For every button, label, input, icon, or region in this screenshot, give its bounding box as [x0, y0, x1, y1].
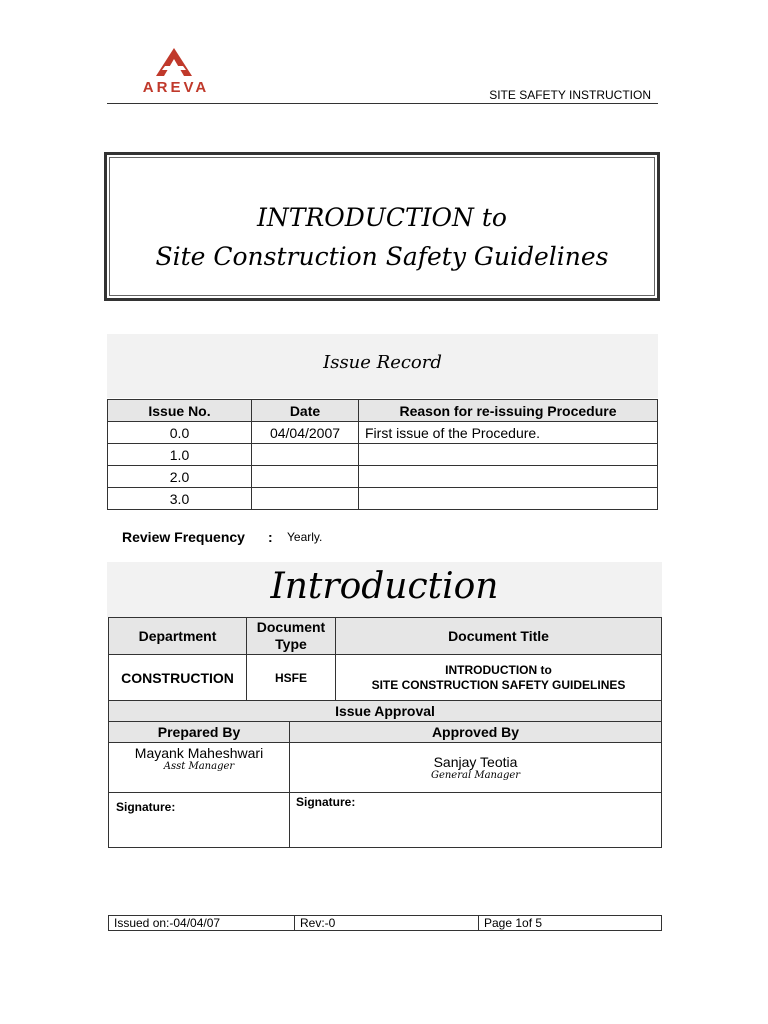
prepared-by-cell — [109, 743, 290, 793]
signature-row — [109, 793, 662, 848]
date-cell — [252, 466, 359, 488]
department-header: Department — [109, 618, 247, 655]
document-title-header: Document Title — [336, 618, 662, 655]
approval-header-row — [109, 722, 662, 743]
approval-names-row — [109, 743, 662, 793]
table-header-row — [108, 400, 658, 422]
approved-by-cell — [290, 743, 662, 793]
document-type-header-line-2: Type — [275, 636, 307, 652]
table-row — [108, 488, 658, 510]
document-info-table — [108, 617, 662, 701]
review-frequency-value: Yearly. — [287, 530, 323, 544]
introduction-band — [107, 562, 662, 617]
table-row — [108, 422, 658, 444]
issue-record-band — [107, 334, 658, 398]
issue-record-table — [107, 399, 658, 510]
issue-no-cell: 3.0 — [108, 488, 252, 510]
document-title-line-1: INTRODUCTION to — [445, 662, 552, 677]
footer-page-number: Page 1of 5 — [479, 916, 662, 931]
review-frequency-label: Review Frequency — [122, 529, 245, 545]
title-line-1: INTRODUCTION to — [257, 203, 507, 232]
document-title-line-2: SITE CONSTRUCTION SAFETY GUIDELINES — [371, 677, 626, 692]
footer-issued-on: Issued on:-04/04/07 — [109, 916, 295, 931]
areva-logo — [124, 46, 224, 98]
date-cell — [252, 444, 359, 466]
issue-no-cell: 2.0 — [108, 466, 252, 488]
approved-signature-label: Signature: — [290, 793, 662, 848]
logo-text: AREVA — [142, 79, 210, 96]
issue-approval-heading: Issue Approval — [109, 701, 662, 722]
introduction-heading: Introduction — [270, 566, 499, 607]
header-title: SITE SAFETY INSTRUCTION — [489, 88, 651, 102]
issue-approval-table — [108, 700, 662, 848]
column-header: Issue No. — [108, 400, 252, 422]
issue-no-cell: 1.0 — [108, 444, 252, 466]
approved-by-header: Approved By — [290, 722, 662, 743]
reason-cell: First issue of the Procedure. — [359, 422, 658, 444]
table-row — [109, 655, 662, 701]
document-title-value — [336, 655, 662, 701]
title-line-2: Site Construction Safety Guidelines — [155, 242, 609, 271]
areva-a-icon — [124, 46, 224, 82]
issue-approval-row — [109, 701, 662, 722]
reason-cell — [359, 444, 658, 466]
date-cell: 04/04/2007 — [252, 422, 359, 444]
prepared-by-header: Prepared By — [109, 722, 290, 743]
approved-by-role: General Manager — [430, 770, 521, 781]
document-type-header-line-1: Document — [256, 619, 326, 635]
page-footer — [108, 915, 662, 931]
table-row — [108, 466, 658, 488]
approved-by-name: Sanjay Teotia — [433, 754, 518, 770]
footer-revision: Rev:-0 — [295, 916, 479, 931]
reason-cell — [359, 488, 658, 510]
column-header: Reason for re-issuing Procedure — [359, 400, 658, 422]
date-cell — [252, 488, 359, 510]
review-frequency-colon: : — [268, 529, 273, 545]
document-type-value: HSFE — [247, 655, 336, 701]
header-divider — [107, 103, 658, 104]
column-header: Date — [252, 400, 359, 422]
document-title-box — [104, 152, 660, 301]
document-type-header — [247, 618, 336, 655]
table-row — [108, 444, 658, 466]
issue-record-heading: Issue Record — [323, 352, 442, 373]
issue-no-cell: 0.0 — [108, 422, 252, 444]
footer-row — [109, 916, 662, 931]
department-value: CONSTRUCTION — [109, 655, 247, 701]
prepared-signature-label: Signature: — [109, 793, 290, 848]
prepared-by-name: Mayank Maheshwari — [134, 745, 264, 761]
prepared-by-role: Asst Manager — [163, 761, 235, 772]
table-header-row — [109, 618, 662, 655]
reason-cell — [359, 466, 658, 488]
